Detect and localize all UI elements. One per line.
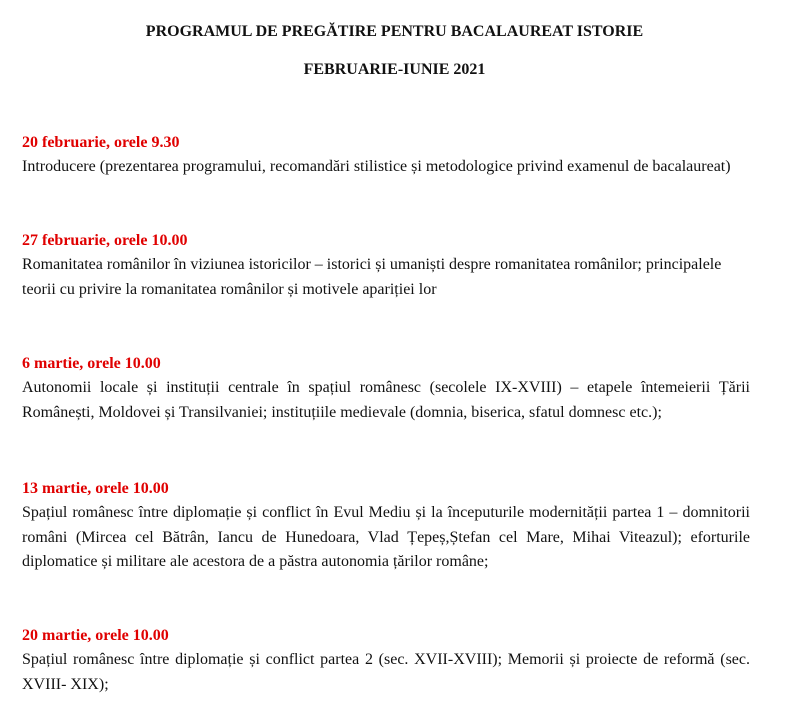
document-title: PROGRAMUL DE PREGĂTIRE PENTRU BACALAUREAT ISTORIE xyxy=(145,23,644,40)
session-description: Spațiul românesc între diplomație și conflict în Evul Mediu și la începuturile modernității partea 1 – domnitorii români (Mircea cel Bătrân, Iancu de Hunedoara, Vlad Țepeș,Ștefan cel Mare, Mihai Viteazul); eforturile diplomatice și militare ale acestora de a păstra autonomia țărilor române; xyxy=(22,504,750,570)
session-item xyxy=(22,131,750,180)
session-item xyxy=(22,352,750,425)
session-date: 6 martie, orele 10.00 xyxy=(22,355,161,372)
session-item xyxy=(22,229,750,302)
session-description: Introducere (prezentarea programului, recomandări stilistice și metodologice privind examenul de bacalaureat) xyxy=(22,158,731,175)
session-description: Spațiul românesc între diplomație și conflict partea 2 (sec. XVII-XVIII); Memorii și proiecte de reformă (sec. XVIII- XIX); xyxy=(22,651,750,693)
session-item xyxy=(22,477,750,575)
session-description: Autonomii locale și instituții centrale în spațiul românesc (secolele IX-XVIII) – etapele întemeierii Țării Românești, Moldovei și Transilvaniei; instituțiile medievale (domnia, biserica, sfatul domnesc etc.); xyxy=(22,379,750,421)
session-date: 13 martie, orele 10.00 xyxy=(22,480,169,497)
session-item xyxy=(22,624,750,697)
session-description: Romanitatea românilor în viziunea istoricilor – istorici și umaniști despre romanitatea românilor; principalele teorii cu privire la romanitatea românilor și motivele apariției lor xyxy=(22,256,722,298)
session-date: 20 martie, orele 10.00 xyxy=(22,627,169,644)
document-subtitle: FEBRUARIE-IUNIE 2021 xyxy=(303,61,486,78)
session-date: 27 februarie, orele 10.00 xyxy=(22,232,188,249)
session-date: 20 februarie, orele 9.30 xyxy=(22,134,180,151)
